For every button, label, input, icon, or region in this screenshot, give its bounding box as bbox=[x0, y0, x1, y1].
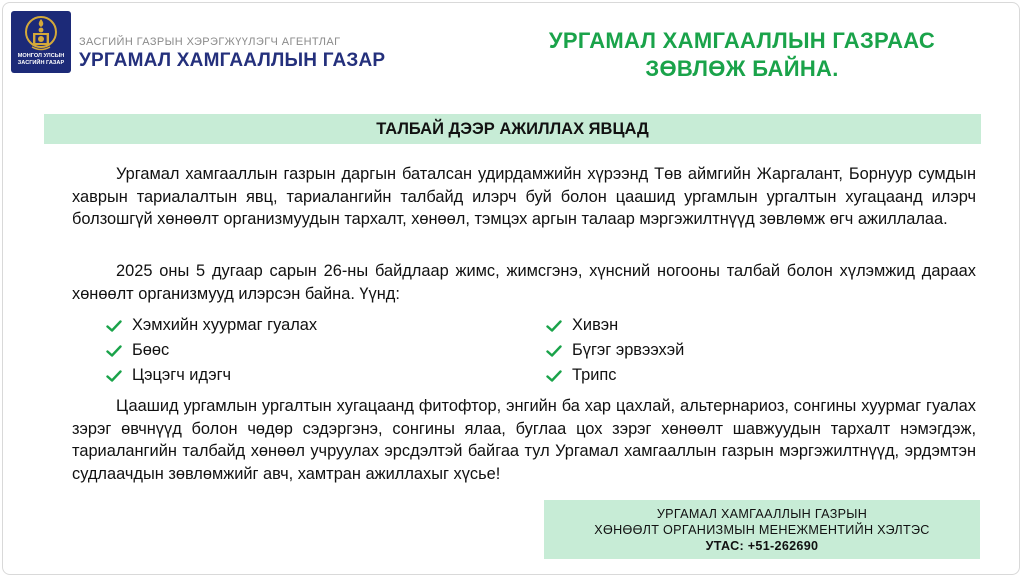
soyombo-emblem-icon bbox=[24, 15, 58, 53]
check-icon bbox=[546, 370, 562, 382]
footer-line2: ХӨНӨӨЛТ ОРГАНИЗМЫН МЕНЕЖМЕНТИЙН ХЭЛТЭС bbox=[594, 522, 930, 537]
checklist-item bbox=[546, 341, 684, 360]
logo-text-line1: МОНГОЛ УЛСЫН bbox=[17, 53, 65, 59]
footer-phone: УТАС: +51-262690 bbox=[705, 538, 819, 553]
footer-line1: УРГАМАЛ ХАМГААЛЛЫН ГАЗРЫН bbox=[656, 506, 868, 521]
checklist-item-label: Бөөс bbox=[132, 341, 170, 359]
agency-name: УРГАМАЛ ХАМГААЛЛЫН ГАЗАР bbox=[79, 50, 386, 71]
check-icon bbox=[106, 345, 122, 357]
checklist-item bbox=[106, 366, 231, 385]
checklist-item-label: Трипс bbox=[572, 366, 617, 384]
checklist-item-label: Бүгэг эрвээхэй bbox=[572, 341, 685, 359]
headline-line2: ЗӨВЛӨЖ БАЙНА. bbox=[645, 56, 839, 81]
headline-line1: УРГАМАЛ ХАМГААЛЛЫН ГАЗРААС bbox=[548, 28, 936, 53]
checklist-item bbox=[106, 316, 317, 335]
paragraph-findings: 2025 оны 5 дугаар сарын 26-ны байдлаар жимс, жимсгэнэ, хүнсний ногооны талбай болон хүлэмжид дараах хөнөөлт организмууд илэрсэн байна. Үүнд: bbox=[72, 262, 976, 303]
check-icon bbox=[106, 320, 122, 332]
checklist-item bbox=[546, 316, 618, 335]
checklist-item-label: Хивэн bbox=[572, 316, 619, 334]
headline bbox=[512, 27, 972, 83]
check-icon bbox=[546, 345, 562, 357]
check-icon bbox=[106, 370, 122, 382]
checklist-item-label: Цэцэгч идэгч bbox=[132, 366, 232, 384]
checklist-item bbox=[546, 366, 616, 385]
section-title: ТАЛБАЙ ДЭЭР АЖИЛЛАХ ЯВЦАД bbox=[44, 114, 981, 144]
agency-subtitle: ЗАСГИЙН ГАЗРЫН ХЭРЭГЖҮҮЛЭГЧ АГЕНТЛАГ bbox=[79, 36, 341, 48]
paragraph-recommendation: Цаашид ургамлын ургалтын хугацаанд фитофтор, энгийн ба хар цахлай, альтернариоз, сонгины хуурмаг гуалах зэрэг өвчнүүд болон чөдөр сэдэргэнэ, сонгины ялаа, буглаа цох зэрэг хөнөөлт шавжуудын тархалт нэмэгдэж, тариалангийн талбайд хөнөөл учруулах эрсдэлтэй байгаа тул Ургамал хамгааллын газрын мэргэжилтнүүд, эрдэмтэн судлаачдын зөвлөмжийг авч, хамтран ажиллахыг хүсье! bbox=[72, 397, 976, 483]
checklist-item bbox=[106, 341, 169, 360]
checklist-item-label: Хэмхийн хуурмаг гуалах bbox=[132, 316, 318, 334]
logo-text-line2: ЗАСГИЙН ГАЗАР bbox=[17, 59, 65, 66]
check-icon bbox=[546, 320, 562, 332]
paragraph-intro: Ургамал хамгааллын газрын даргын баталсан удирдамжийн хүрээнд Төв аймгийн Жаргалант, Борнуур сумдын хаврын тариалалтын явц, тариалангийн талбайд илэрч буй болон цаашид ургамлын ургалтын хугацаанд илэрч болзошгүй хөнөөлт организмуудын тархалт, хөнөөл, тэмцэх аргын талаар мэргэжилтнүүд зөвлөмж өгч ажиллалаа. bbox=[72, 165, 976, 229]
contact-footer bbox=[544, 500, 980, 559]
government-emblem-logo bbox=[11, 11, 71, 73]
